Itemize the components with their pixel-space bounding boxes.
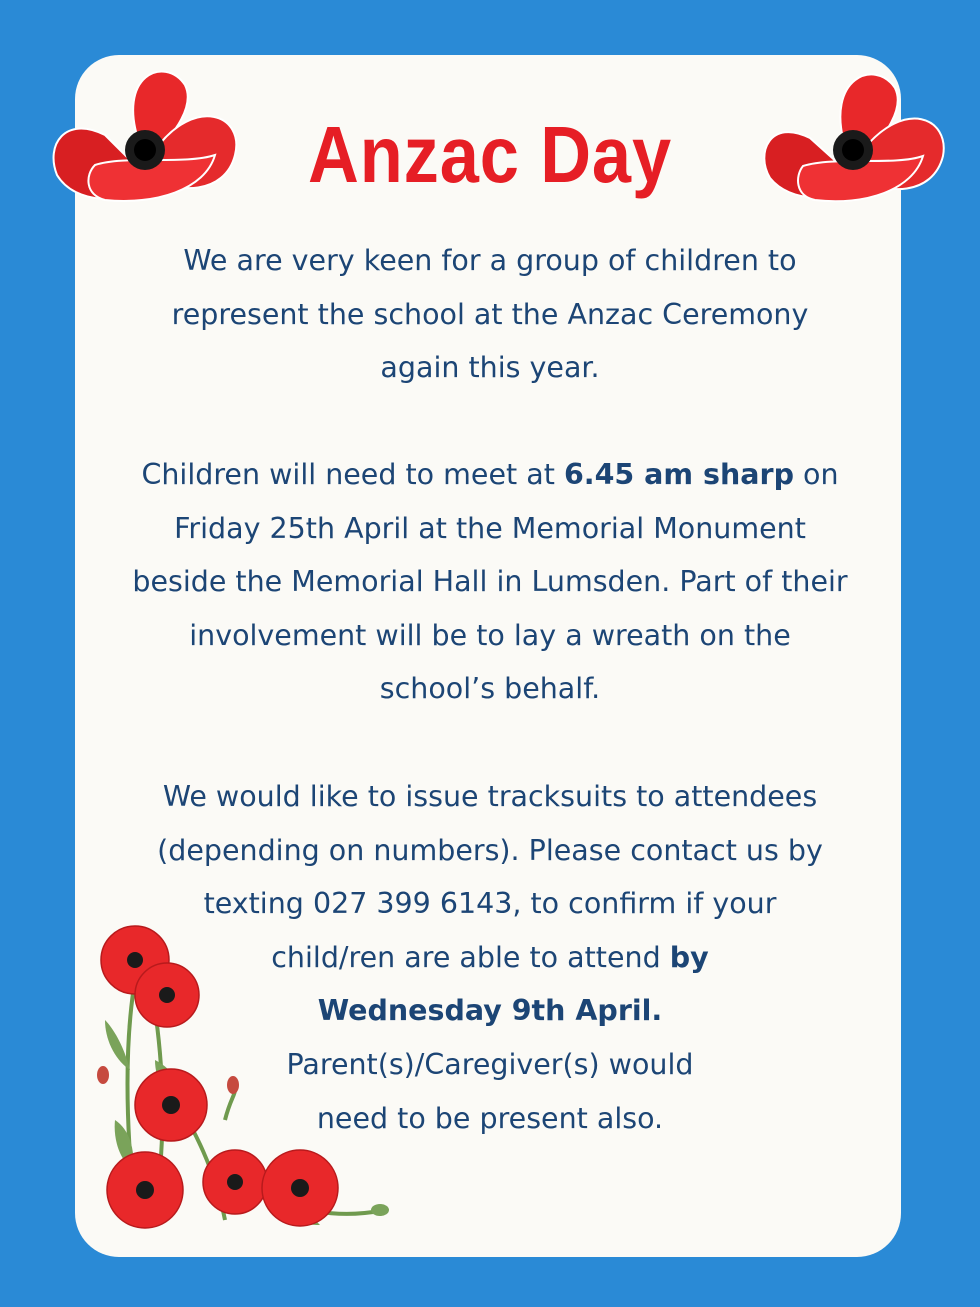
text-line bbox=[95, 931, 885, 985]
text-line: We are very keen for a group of children to bbox=[183, 244, 797, 277]
text-line: (depending on numbers). Please contact us by bbox=[157, 833, 823, 867]
text-line: Friday 25th April at the Memorial Monument bbox=[174, 511, 806, 545]
text-span: Children will need to meet at bbox=[141, 458, 564, 491]
text-line: school’s behalf. bbox=[379, 672, 601, 706]
deadline-date: Wednesday 9th April. bbox=[317, 994, 663, 1028]
text-line: again this year. bbox=[380, 351, 600, 385]
text-line: texting 027 399 6143, to confirm if your bbox=[203, 887, 777, 921]
text-line bbox=[95, 448, 885, 502]
text-line: We would like to issue tracksuits to attendees bbox=[162, 780, 818, 813]
tracksuit-paragraph bbox=[95, 770, 885, 1145]
text-line: Parent(s)/Caregiver(s) would bbox=[286, 1047, 694, 1081]
deadline-prefix: by bbox=[669, 940, 709, 974]
intro-paragraph bbox=[95, 234, 885, 395]
meeting-time: 6.45 am sharp bbox=[563, 458, 794, 491]
text-span: child/ren are able to attend bbox=[271, 940, 670, 974]
text-line: involvement will be to lay a wreath on the bbox=[189, 618, 791, 652]
text-line: represent the school at the Anzac Ceremony bbox=[171, 297, 809, 331]
meeting-paragraph bbox=[95, 448, 885, 716]
page-title: Anzac Day bbox=[308, 110, 672, 199]
text-line: beside the Memorial Hall in Lumsden. Part of their bbox=[132, 565, 848, 599]
text-span: on bbox=[793, 458, 839, 491]
text-line: need to be present also. bbox=[316, 1101, 664, 1135]
text-line bbox=[95, 984, 885, 1038]
